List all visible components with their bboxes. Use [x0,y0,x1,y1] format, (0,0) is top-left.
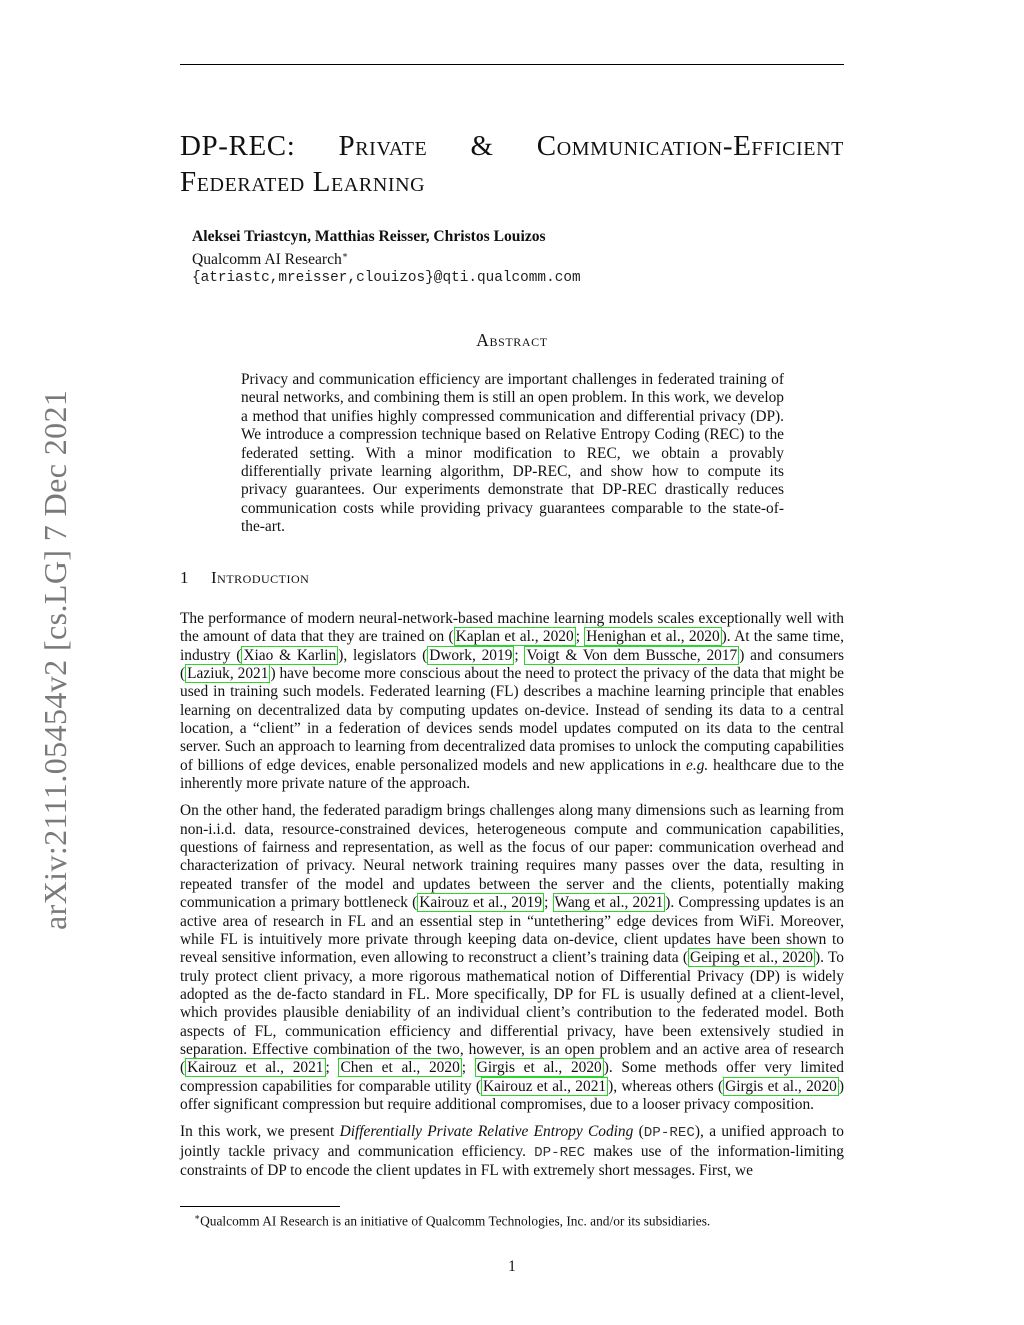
text-run: ) offer significant compression but require additional compromises, due to a looser privacy composition. [180,1077,844,1113]
citation-link[interactable]: Geiping et al., 2020 [689,949,813,967]
text-run: ; [325,1059,339,1077]
citation-link[interactable]: Kairouz et al., 2021 [187,1059,324,1077]
paper-title [180,128,844,200]
paragraph [180,1123,844,1180]
section-heading [180,568,309,588]
paragraph [180,610,844,793]
method-name: DP-REC [643,1125,695,1142]
text-run: In this work, we present [180,1123,340,1141]
citation-link[interactable]: Kairouz et al., 2019 [419,894,543,912]
author-emails[interactable]: {atriastc,mreisser,clouizos}@qti.qualcomm.com [192,270,581,287]
footnote [194,1209,710,1229]
text-run: ) and consumers ( [180,646,845,683]
section-number: 1 [180,568,189,587]
citation-link[interactable]: Kaplan et al., 2020 [455,628,574,646]
affiliation [192,246,581,269]
citation-link[interactable]: Girgis et al., 2020 [725,1077,837,1095]
title-word: Communication-Efficient [536,130,844,162]
citation-link[interactable]: Kairouz et al., 2021 [482,1077,607,1095]
text-run: ), legislators ( [338,646,428,664]
abstract-heading: Abstract [476,330,548,350]
footnote-rule [180,1206,340,1207]
text-run: ; [575,628,585,646]
text-run: ), a unified approach to jointly tackle privacy and communication efficiency. [180,1123,844,1160]
citation-link[interactable]: Voigt & Von dem Bussche, 2017 [526,646,738,664]
text-run: ). Some methods offer very limited compression capabilities for comparable utility ( [180,1059,845,1095]
citation-link[interactable]: Chen et al., 2020 [340,1059,460,1077]
footnote-mark: ∗ [194,1212,201,1222]
affiliation-footnote-mark[interactable]: ∗ [341,250,348,260]
author-block [192,227,581,288]
text-run: ). At the same time, industry ( [180,628,844,664]
title-word: DP-REC: [180,130,296,162]
title-word: & [470,130,494,162]
emphasis: e.g. [686,756,709,774]
citation-link[interactable]: Henighan et al., 2020 [586,628,720,646]
citation-link[interactable]: Girgis et al., 2020 [476,1059,602,1077]
emphasis: Differentially Private Relative Entropy Coding [339,1123,634,1141]
text-run: ). To truly protect client privacy, a more rigorous mathematical notion of Differential Privacy (DP) is widely adopted as the de-facto standard in FL. More specifically, DP for FL is usually defined at a client-level, which provides plausible deniability of an individual client’s contribution to the federated model. Both aspects of FL, communication efficiency and differential privacy, have been extensively studied in separation. Effective combination of the two, however, is an open problem and an active area of research ( [180,949,844,1077]
text-run: ), whereas others ( [608,1077,724,1095]
citation-link[interactable]: Laziuk, 2021 [187,665,269,683]
citation-link[interactable]: Xiao & Karlin [243,646,337,664]
paragraph [180,802,844,1114]
citation-link[interactable]: Wang et al., 2021 [554,894,664,912]
title-word: Private [338,130,428,162]
footnote-text: Qualcomm AI Research is an initiative of Qualcomm Technologies, Inc. and/or its subsidiaries. [200,1213,711,1229]
citation-link[interactable]: Dwork, 2019 [429,646,513,664]
arxiv-identifier[interactable]: arXiv:2111.05454v2 [cs.LG] 7 Dec 2021 [37,389,73,930]
text-run: ) have become more conscious about the need to protect the privacy of the data that might be used in training such models. Federated learning (FL) describes a machine learning principle that enables learning on decentralized data by computing updates on-device. Instead of sending its data to a central location, a “client” in a federation of devices sends model updates computed on its data to the central server. Such an approach to learning from decentralized data promises to unlock the computing capabilities of billions of edge devices, enable personalized models and new applications in [180,665,844,774]
text-run: healthcare due to the inherently more private nature of the approach. [180,756,844,793]
text-run: ; [514,646,525,664]
header-rule [180,64,844,65]
text-run: makes use of the information-limiting constraints of DP to encode the client updates in FL with extremely short messages. First, we [180,1142,844,1179]
text-run: ; [544,894,553,912]
body-text [180,610,844,1189]
text-run: The performance of modern neural-network-based machine learning models scales exceptionally well with the amount of data that they are trained on ( [180,610,844,646]
title-line-2: Federated Learning [180,166,426,198]
page-number: 1 [508,1258,516,1275]
abstract-text: Privacy and communication efficiency are important challenges in federated training of neural networks, and combining them is still an open problem. In this work, we develop a method that unifies highly compressed communication and differential privacy (DP). We introduce a compression technique based on Relative Entropy Coding (REC) to the federated setting. With a minor modification to REC, we obtain a provably differentially private learning algorithm, DP-REC, and show how to compute its privacy guarantees. Our experiments demonstrate that DP-REC drastically reduces communication costs while providing privacy guarantees comparable to the state-of-the-art. [241,371,784,536]
affiliation-name: Qualcomm AI Research [192,251,342,269]
section-title: Introduction [211,568,310,587]
text-run: On the other hand, the federated paradigm brings challenges along many dimensions such as learning from non-i.i.d. data, resource-constrained devices, heterogeneous compute and communication capabilities, questions of fairness and representation, as well as the focus of our paper: communication overhead and characterization of privacy. Neural network training requires many passes over the data, resulting in repeated transfer of the model and updates between the server and the clients, potentially making communication a primary bottleneck ( [180,802,844,912]
text-run: ( [633,1123,644,1141]
text-run: ; [461,1059,475,1077]
text-run: ). Compressing updates is an active area of research in FL and an essential step in “untethering” edge devices from WiFi. Moreover, while FL is intuitively more private through keeping data on-device, client updates have been shown to reveal sensitive information, even allowing to reconstruct a client’s training data ( [180,894,845,967]
method-name: DP-REC [534,1144,586,1161]
author-names: Aleksei Triastcyn, Matthias Reisser, Christos Louizos [192,228,546,245]
